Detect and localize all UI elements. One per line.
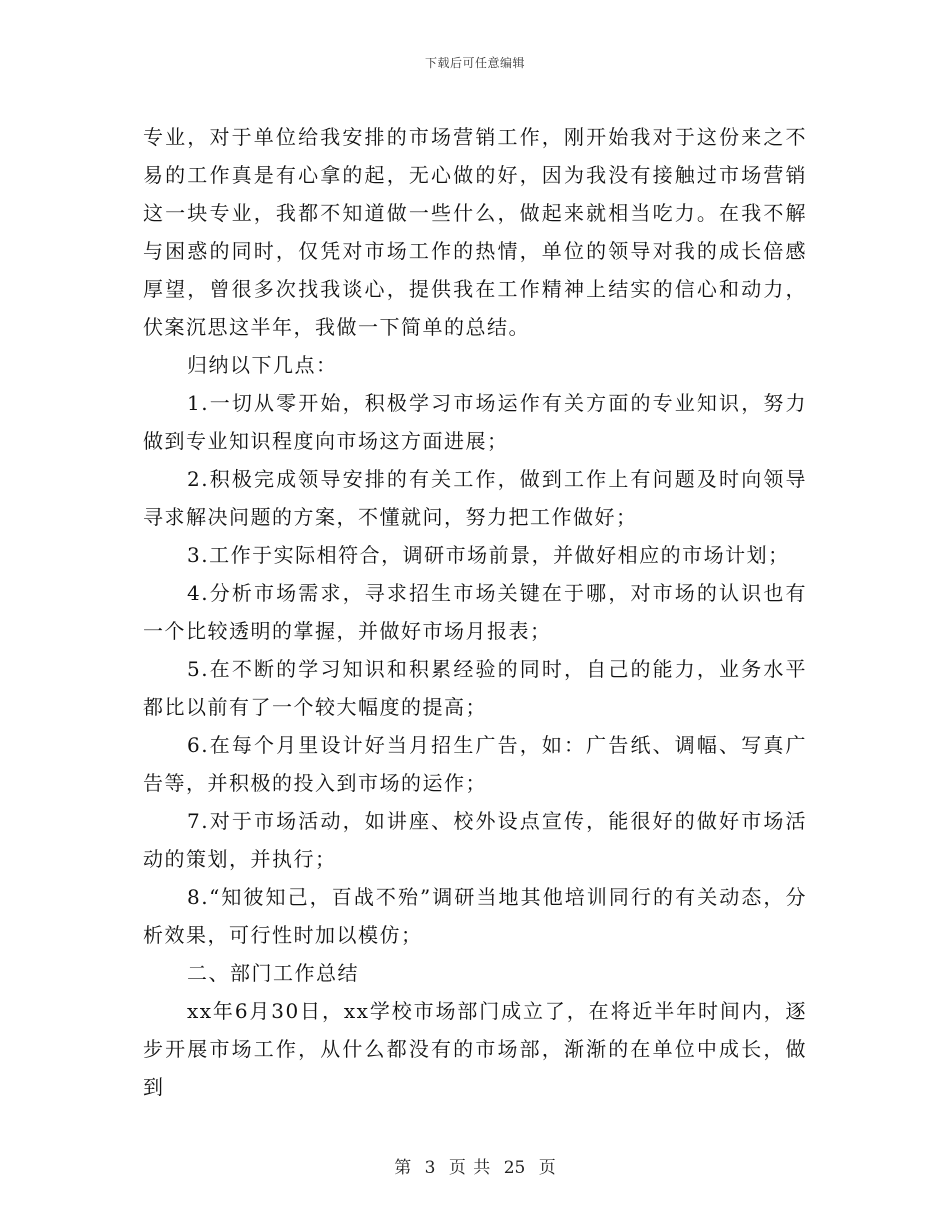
list-item: 7.对于市场活动，如讲座、校外设点宣传，能很好的做好市场活动的策划，并执行； [143, 809, 807, 871]
footer-middle: 页 共 [448, 1158, 491, 1178]
section-heading: 二、部门工作总结 [187, 961, 359, 985]
footer-suffix: 页 [538, 1158, 556, 1178]
total-page-count: 25 [503, 1158, 526, 1178]
paragraph: 专业，对于单位给我安排的市场营销工作，刚开始我对于这份来之不易的工作真是有心拿的起，无心做的好，因为我没有接触过市场营销这一块专业，我都不知道做一些什么，做起来就相当吃力。在我不解与困惑的同时，仅凭对市场工作的热情，单位的领导对我的成长倍感厚望，曾很多次找我谈心，提供我在工作精神上结实的信心和动力，伏案沉思这半年，我做一下简单的总结。 [143, 125, 807, 339]
list-item: 2.积极完成领导安排的有关工作，做到工作上有问题及时向领导寻求解决问题的方案，不懂就问，努力把工作做好； [143, 467, 807, 529]
list-item: 4.分析市场需求，寻求招生市场关键在于哪，对市场的认识也有一个比较透明的掌握，并做好市场月报表； [143, 581, 807, 643]
page-footer [0, 1153, 950, 1178]
page-header: 下载后可任意编辑 [424, 56, 525, 70]
list-item: 1.一切从零开始，积极学习市场运作有关方面的专业知识，努力做到专业知识程度向市场这方面进展； [143, 391, 807, 453]
current-page-number: 3 [424, 1158, 436, 1178]
list-item: 8.“知彼知己，百战不殆”调研当地其他培训同行的有关动态，分析效果，可行性时加以模仿； [143, 885, 807, 947]
list-item: 3.工作于实际相符合，调研市场前景，并做好相应的市场计划； [187, 543, 790, 567]
footer-prefix: 第 [394, 1158, 412, 1178]
list-item: 6.在每个月里设计好当月招生广告，如：广告纸、调幅、写真广告等，并积极的投入到市场的运作； [143, 733, 807, 795]
document-body [143, 118, 807, 1106]
paragraph: 归纳以下几点： [187, 353, 338, 377]
list-item: 5.在不断的学习知识和积累经验的同时，自己的能力，业务水平都比以前有了一个较大幅度的提高； [143, 657, 807, 719]
paragraph: xx年6月30日，xx学校市场部门成立了，在将近半年时间内，逐步开展市场工作，从什么都没有的市场部，渐渐的在单位中成长，做到 [143, 999, 807, 1099]
